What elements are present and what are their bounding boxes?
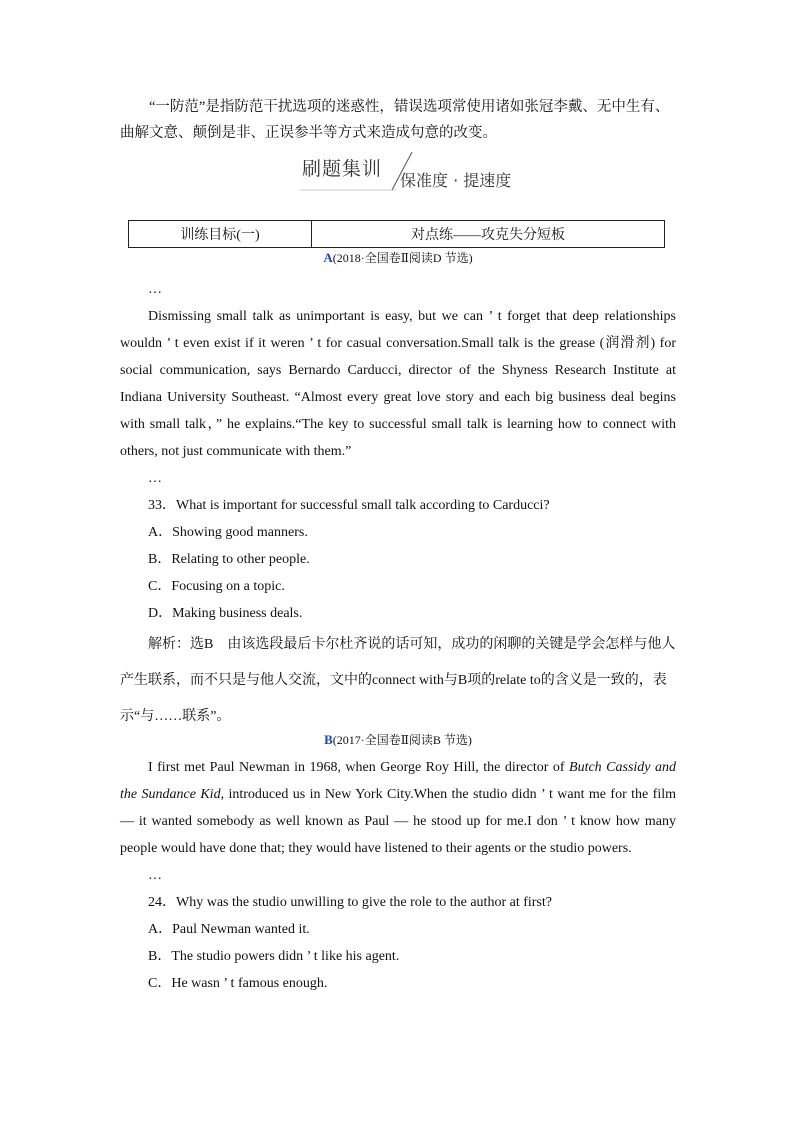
option-a: A．Showing good manners. <box>148 525 308 540</box>
question-24: 24．Why was the studio unwilling to give the role to the author at first? <box>148 895 552 910</box>
passage-b-source-text: (2017·全国卷Ⅱ阅读B 节选) <box>332 733 472 747</box>
banner-subtitle: 保准度 · 提速度 <box>400 171 512 190</box>
ellipsis: … <box>148 868 162 883</box>
question-33: 33．What is important for successful small talk according to Carducci? <box>148 498 550 513</box>
option-b: B．Relating to other people. <box>148 552 310 567</box>
film-title: Butch Cassidy and the Sundance Kid, <box>120 760 676 802</box>
passage-a-source-text: (2018·全国卷Ⅱ阅读D 节选) <box>332 251 473 265</box>
passage-a-source <box>120 250 676 266</box>
training-target-table <box>128 220 665 248</box>
intro-paragraph: “一防范”是指防范干扰选项的迷惑性，错误选项常使用诸如张冠李戴、无中生有、曲解文意、颠倒是非、正误参半等方式来造成句意的改变。 <box>120 99 670 141</box>
option-c: C．He wasn ’ t famous enough. <box>148 976 328 991</box>
passage-b-text-part2: introduced us in New York City.When the studio didn ’ t want me for the film — it wanted somebody as well known as Paul — he stood up for me.I don ’ t know how many people would have done that; they would have listened to their agents or the studio powers. <box>120 787 676 856</box>
practice-focus-cell: 对点练——攻克失分短板 <box>311 221 664 248</box>
training-target-cell: 训练目标(一) <box>129 221 312 248</box>
passage-b-letter: B <box>324 732 333 747</box>
passage-b-text <box>120 754 676 862</box>
option-d: D．Making business deals. <box>148 606 303 621</box>
passage-b-source <box>120 732 676 748</box>
banner-title: 刷题集训 <box>302 158 383 180</box>
ellipsis: … <box>148 471 162 486</box>
option-c: C．Focusing on a topic. <box>148 579 285 594</box>
ellipsis: … <box>148 282 162 297</box>
passage-b-text-part1: I first met Paul Newman in 1968, when George Roy Hill, the director of <box>148 760 570 775</box>
option-b: B．The studio powers didn ’ t like his agent. <box>148 949 400 964</box>
practice-banner <box>300 150 540 194</box>
passage-a <box>120 250 676 735</box>
passage-b <box>120 732 676 997</box>
analysis-33: 解析：选B 由该选段最后卡尔杜齐说的话可知，成功的闲聊的关键是学会怎样与他人产生联系，而不只是与他人交流，文中的connect with与B项的relate to的含义是一致的，表示“与……联系”。 <box>120 637 676 724</box>
option-a: A．Paul Newman wanted it. <box>148 922 310 937</box>
passage-a-text: Dismissing small talk as unimportant is easy, but we can ’ t forget that deep relationships wouldn ’ t even exist if it weren ’ t for casual conversation.Small talk is the grease (润滑剂) for social communication, says Bernardo Carducci, director of the Shyness Research Institute at Indiana University Southeast. “Almost every great love story and each big business deal begins with small talk，” he explains.“The key to successful small talk is learning how to connect with others, not just communicate with them.” <box>120 309 676 459</box>
passage-a-letter: A <box>323 250 333 265</box>
